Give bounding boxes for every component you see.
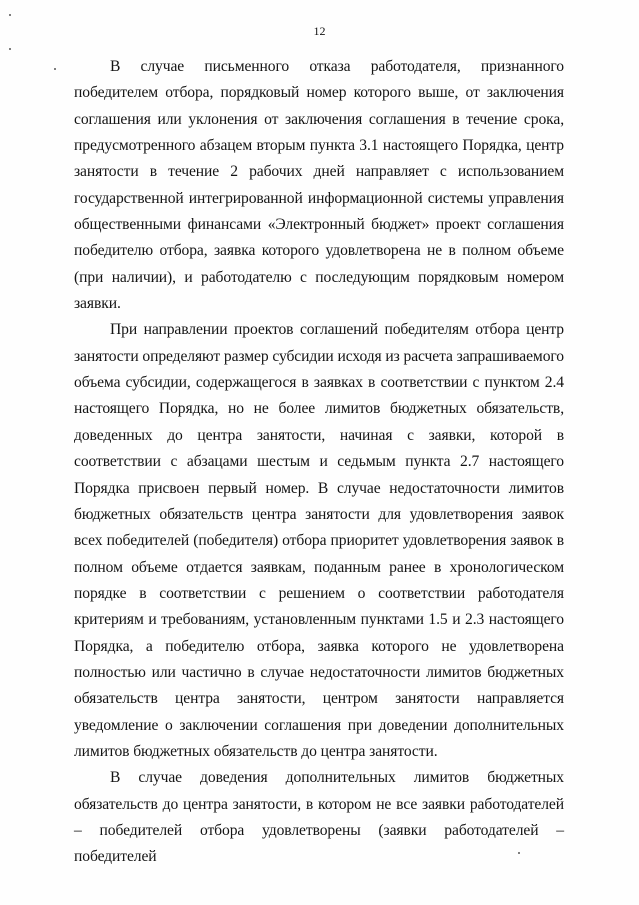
document-body (74, 54, 564, 871)
page-number: 12 (313, 24, 326, 38)
scan-speck (9, 14, 11, 16)
scan-speck (518, 852, 520, 854)
paragraph-additional-limits: В случае доведения дополнительных лимитов бюджетных обязательств до центра занятости, в котором не все заявки работодателей – победителей отбора удовлетворены (заявки работодателей – победителей (74, 769, 564, 866)
paragraph-subsidy-calculation: При направлении проектов соглашений победителям отбора центр занятости определяют размер субсидии исходя из расчета запрашиваемого объема субсидии, содержащегося в заявках в соответствии с пунктом 2.4 настоящего Порядка, но не более лимитов бюджетных обязательств, доведенных до центра занятости, начиная с заявки, которой в соответствии с абзацами шестым и седьмым пункта 2.7 настоящего Порядка присвоен первый номер. В случае недостаточности лимитов бюджетных обязательств центра занятости для удовлетворения заявок всех победителей (победителя) отбора приоритет удовлетворения заявок в полном объеме отдается заявкам, поданным ранее в хронологическом порядке в соответствии с решением о соответствии работодателя критериям и требованиям, установленным пунктами 1.5 и 2.3 настоящего Порядка, а победителю отбора, заявка которого не удовлетворена полностью или частично в случае недостаточности лимитов бюджетных обязательств центра занятости, центром занятости направляется уведомление о заключении соглашения при доведении дополнительных лимитов бюджетных обязательств до центра занятости. (74, 321, 564, 760)
scan-speck (54, 68, 56, 70)
paragraph-refusal-case: В случае письменного отказа работодателя, признанного победителем отбора, порядковый номер которого выше, от заключения соглашения или уклонения от заключения соглашения в течение срока, предусмотренного абзацем вторым пункта 3.1 настоящего Порядка, центр занятости в течение 2 рабочих дней направляет с использованием государственной интегрированной информационной системы управления общественными финансами «Электронный бюджет» проект соглашения победителю отбора, заявка которого удовлетворена не в полном объеме (при наличии), и работодателю с последующим порядковым номером заявки. (74, 58, 564, 313)
scan-speck (9, 48, 11, 50)
